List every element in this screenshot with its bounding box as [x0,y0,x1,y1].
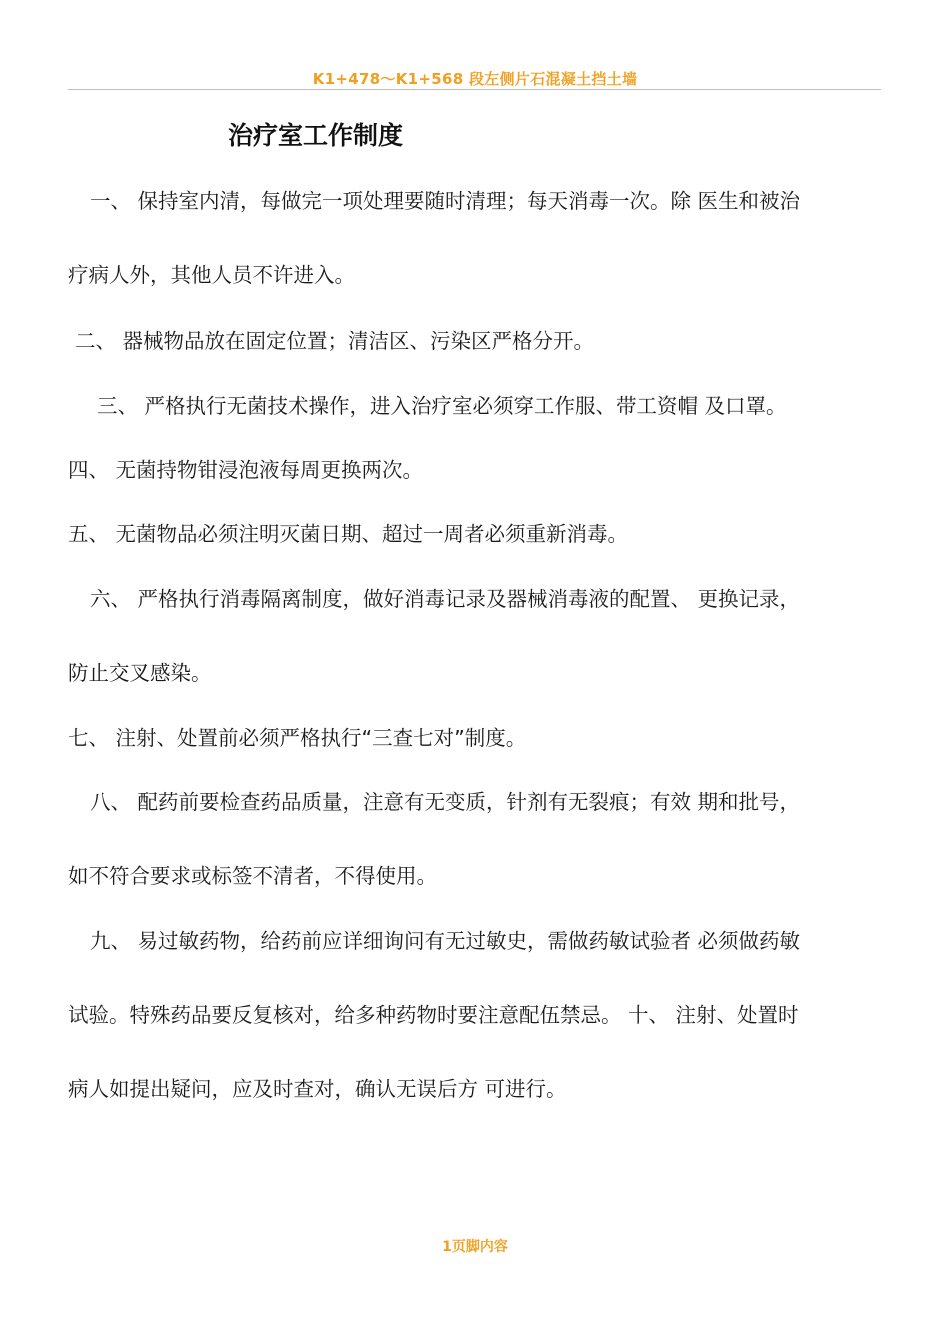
document-title: 治疗室工作制度 [228,121,404,150]
paragraph-line: 九、 易过敏药物，给药前应详细询问有无过敏史，需做药敏试验者 必须做药敏 [90,929,801,953]
paragraph-line: 防止交叉感染。 [68,661,212,685]
paragraph-line: 四、 无菌持物钳浸泡液每周更换两次。 [68,458,424,482]
header-divider [68,89,881,90]
paragraph-line: 二、 器械物品放在固定位置；清洁区、污染区严格分开。 [75,329,595,353]
paragraph-line: 八、 配药前要检查药品质量，注意有无变质，针剂有无裂痕；有效 期和批号， [90,790,801,814]
page-footer: 1页脚内容 [442,1239,508,1255]
paragraph-line: 病人如提出疑问，应及时查对，确认无误后方 可进行。 [68,1077,567,1101]
paragraph-line: 六、 严格执行消毒隔离制度，做好消毒记录及器械消毒液的配置、 更换记录， [90,587,801,611]
page-header: K1+478～K1+568 段左侧片石混凝土挡土墙 [312,70,638,88]
paragraph-line: 如不符合要求或标签不清者，不得使用。 [68,864,437,888]
paragraph-line: 七、 注射、处置前必须严格执行“三查七对”制度。 [68,726,527,750]
paragraph-line: 三、 严格执行无菌技术操作，进入治疗室必须穿工作服、带工资帽 及口罩。 [97,394,787,418]
paragraph-line: 疗病人外，其他人员不许进入。 [68,263,355,287]
paragraph-line: 五、 无菌物品必须注明灭菌日期、超过一周者必须重新消毒。 [68,522,629,546]
paragraph-line: 一、 保持室内清，每做完一项处理要随时清理；每天消毒一次。除 医生和被治 [90,189,801,213]
paragraph-line: 试验。特殊药品要反复核对，给多种药物时要注意配伍禁忌。 十、 注射、处置时 [68,1003,799,1027]
